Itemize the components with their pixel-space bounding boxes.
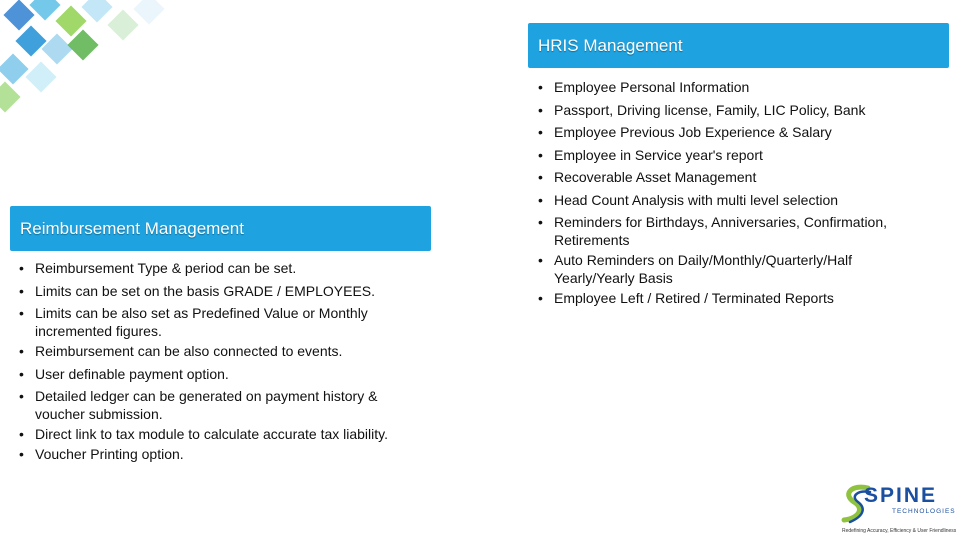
list-item: • User definable payment option.: [17, 365, 427, 383]
list-item: • Detailed ledger can be generated on payment history & voucher submission.: [17, 387, 427, 423]
list-item: • Recoverable Asset Management: [536, 168, 936, 186]
hris-feature-list: [536, 78, 936, 312]
list-item: • Head Count Analysis with multi level selection: [536, 191, 936, 209]
reimbursement-section-title: Reimbursement Management: [20, 218, 244, 238]
logo-subtitle: TECHNOLOGIES: [892, 508, 956, 515]
logo-wordmark: SPINE: [864, 484, 938, 507]
list-item: • Passport, Driving license, Family, LIC Policy, Bank: [536, 101, 936, 119]
list-item: • Employee Previous Job Experience & Salary: [536, 123, 936, 141]
list-item: • Employee Personal Information: [536, 78, 936, 96]
list-item: • Reminders for Birthdays, Anniversaries, Confirmation, Retirements: [536, 213, 936, 249]
list-item: • Employee in Service year's report: [536, 146, 936, 164]
list-item: • Reimbursement Type & period can be set.: [17, 259, 427, 277]
list-item: • Employee Left / Retired / Terminated Reports: [536, 289, 936, 307]
list-item: • Limits can be set on the basis GRADE / EMPLOYEES.: [17, 282, 427, 300]
reimbursement-section-header: [10, 206, 431, 251]
list-item: • Auto Reminders on Daily/Monthly/Quarterly/Half Yearly/Yearly Basis: [536, 251, 936, 287]
list-item: • Voucher Printing option.: [17, 445, 427, 463]
hris-section-header: [528, 23, 949, 68]
spine-logo: [834, 480, 957, 538]
list-item: • Reimbursement can be also connected to events.: [17, 342, 427, 360]
hris-section-title: HRIS Management: [538, 35, 683, 55]
decorative-tiles: [0, 0, 170, 120]
list-item: • Limits can be also set as Predefined Value or Monthly incremented figures.: [17, 304, 427, 340]
reimbursement-feature-list: [17, 259, 427, 468]
list-item: • Direct link to tax module to calculate accurate tax liability.: [17, 425, 427, 443]
logo-tagline: Redefining Accuracy, Efficiency & User Friendliness: [842, 528, 957, 534]
